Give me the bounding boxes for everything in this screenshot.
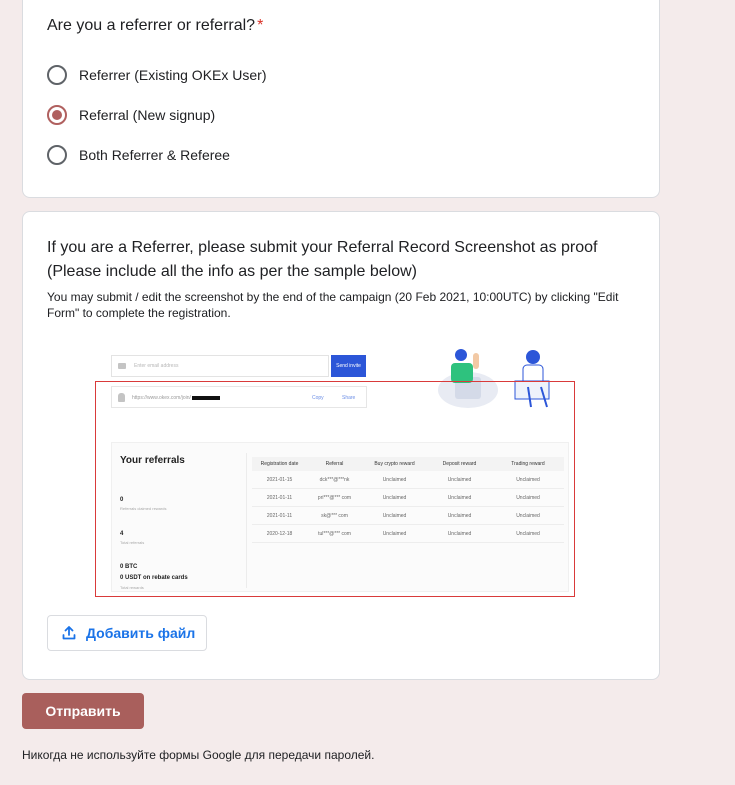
table-cell: Unclaimed: [447, 512, 472, 519]
sample-email-placeholder: Enter email address: [134, 363, 179, 369]
table-row: [252, 489, 564, 507]
question-description: You may submit / edit the screenshot by the end of the campaign (20 Feb 2021, 10:00UTC) by clicking "Edit Form" to complete the registration.: [47, 290, 619, 320]
table-cell: Unclaimed: [382, 494, 407, 501]
table-cell: Unclaimed: [516, 494, 540, 501]
sample-copy: Copy: [312, 395, 324, 401]
table-cell: Unclaimed: [516, 512, 540, 519]
redaction-mark: [192, 396, 220, 400]
add-file-label: Добавить файл: [86, 625, 196, 641]
user-icon: [118, 393, 125, 402]
radio-label: Referral (New signup): [79, 107, 216, 123]
question-title: Are you a referrer or referral? *: [47, 17, 264, 34]
table-cell: 2020-12-18: [266, 530, 293, 537]
radio-label: Referrer (Existing OKEx User): [79, 67, 267, 83]
radio-button[interactable]: [47, 145, 67, 165]
upload-icon: [62, 626, 76, 640]
sample-referrals-panel: [111, 442, 569, 592]
table-cell: tul***@*** com: [318, 530, 351, 537]
table-cell: Unclaimed: [516, 530, 540, 537]
question-card-screenshot-upload: [22, 211, 660, 680]
table-cell: Unclaimed: [447, 476, 472, 483]
radio-button[interactable]: [47, 65, 67, 85]
sample-share: Share: [342, 395, 356, 401]
required-mark: *: [257, 17, 264, 34]
sample-email-bar: [111, 355, 329, 377]
table-row: [252, 525, 564, 543]
sample-referral-link-bar: [111, 386, 367, 408]
table-cell: Unclaimed: [516, 476, 540, 483]
column-header: Trading reward: [511, 461, 545, 467]
column-header: Buy crypto reward: [374, 461, 415, 467]
table-row: [252, 471, 564, 489]
add-file-button[interactable]: [47, 615, 207, 651]
submit-button[interactable]: Отправить: [22, 693, 144, 729]
sample-send-invite: Send invite: [331, 355, 366, 377]
table-cell: Unclaimed: [447, 494, 472, 501]
sample-stat-value: 0 BTC: [120, 564, 138, 570]
question-card-referrer-type: [22, 0, 660, 198]
sample-link-text: https://www.okex.com/join/: [132, 395, 191, 401]
table-header: [252, 457, 564, 471]
table-row: [252, 507, 564, 525]
sample-referrals-table: [252, 457, 564, 543]
radio-button-checked[interactable]: [47, 105, 67, 125]
sample-stat-label: Total rewards: [120, 585, 144, 590]
sample-stat-value: 0: [120, 497, 124, 503]
table-cell: Unclaimed: [382, 476, 407, 483]
radio-option-both[interactable]: [47, 144, 230, 166]
sample-screenshot-image: [93, 345, 653, 615]
table-cell: Unclaimed: [447, 530, 472, 537]
table-cell: Unclaimed: [382, 512, 407, 519]
column-header: Deposit reward: [442, 461, 477, 467]
sample-stat-value: 0 USDT on rebate cards: [120, 575, 188, 581]
password-warning: Никогда не используйте формы Google для передачи паролей.: [22, 748, 375, 762]
table-cell: Unclaimed: [382, 530, 407, 537]
table-cell: pri***@*** com: [317, 494, 352, 501]
sample-stat-label: Referrals claimed rewards: [120, 506, 167, 511]
table-cell: sk@*** com: [321, 512, 348, 519]
table-cell: 2021-01-15: [266, 476, 293, 483]
radio-option-referral[interactable]: [47, 104, 215, 126]
table-cell: 2021-01-11: [266, 494, 293, 501]
table-cell: 2021-01-11: [266, 512, 293, 519]
radio-option-referrer[interactable]: [47, 64, 266, 86]
question-title: If you are a Referrer, please submit your Referral Record Screenshot as proof (Please include all the info as per the sample below): [47, 239, 598, 280]
column-header: Referral: [325, 461, 344, 467]
column-header: Registration date: [260, 461, 299, 467]
divider: [246, 453, 247, 588]
sample-panel-title: Your referrals: [120, 455, 185, 466]
sample-stat-value: 4: [120, 531, 124, 537]
sample-stat-label: Total referrals: [120, 540, 145, 545]
table-cell: dck***@***nk: [319, 476, 350, 483]
radio-label: Both Referrer & Referee: [79, 147, 230, 163]
mail-icon: [118, 363, 126, 369]
